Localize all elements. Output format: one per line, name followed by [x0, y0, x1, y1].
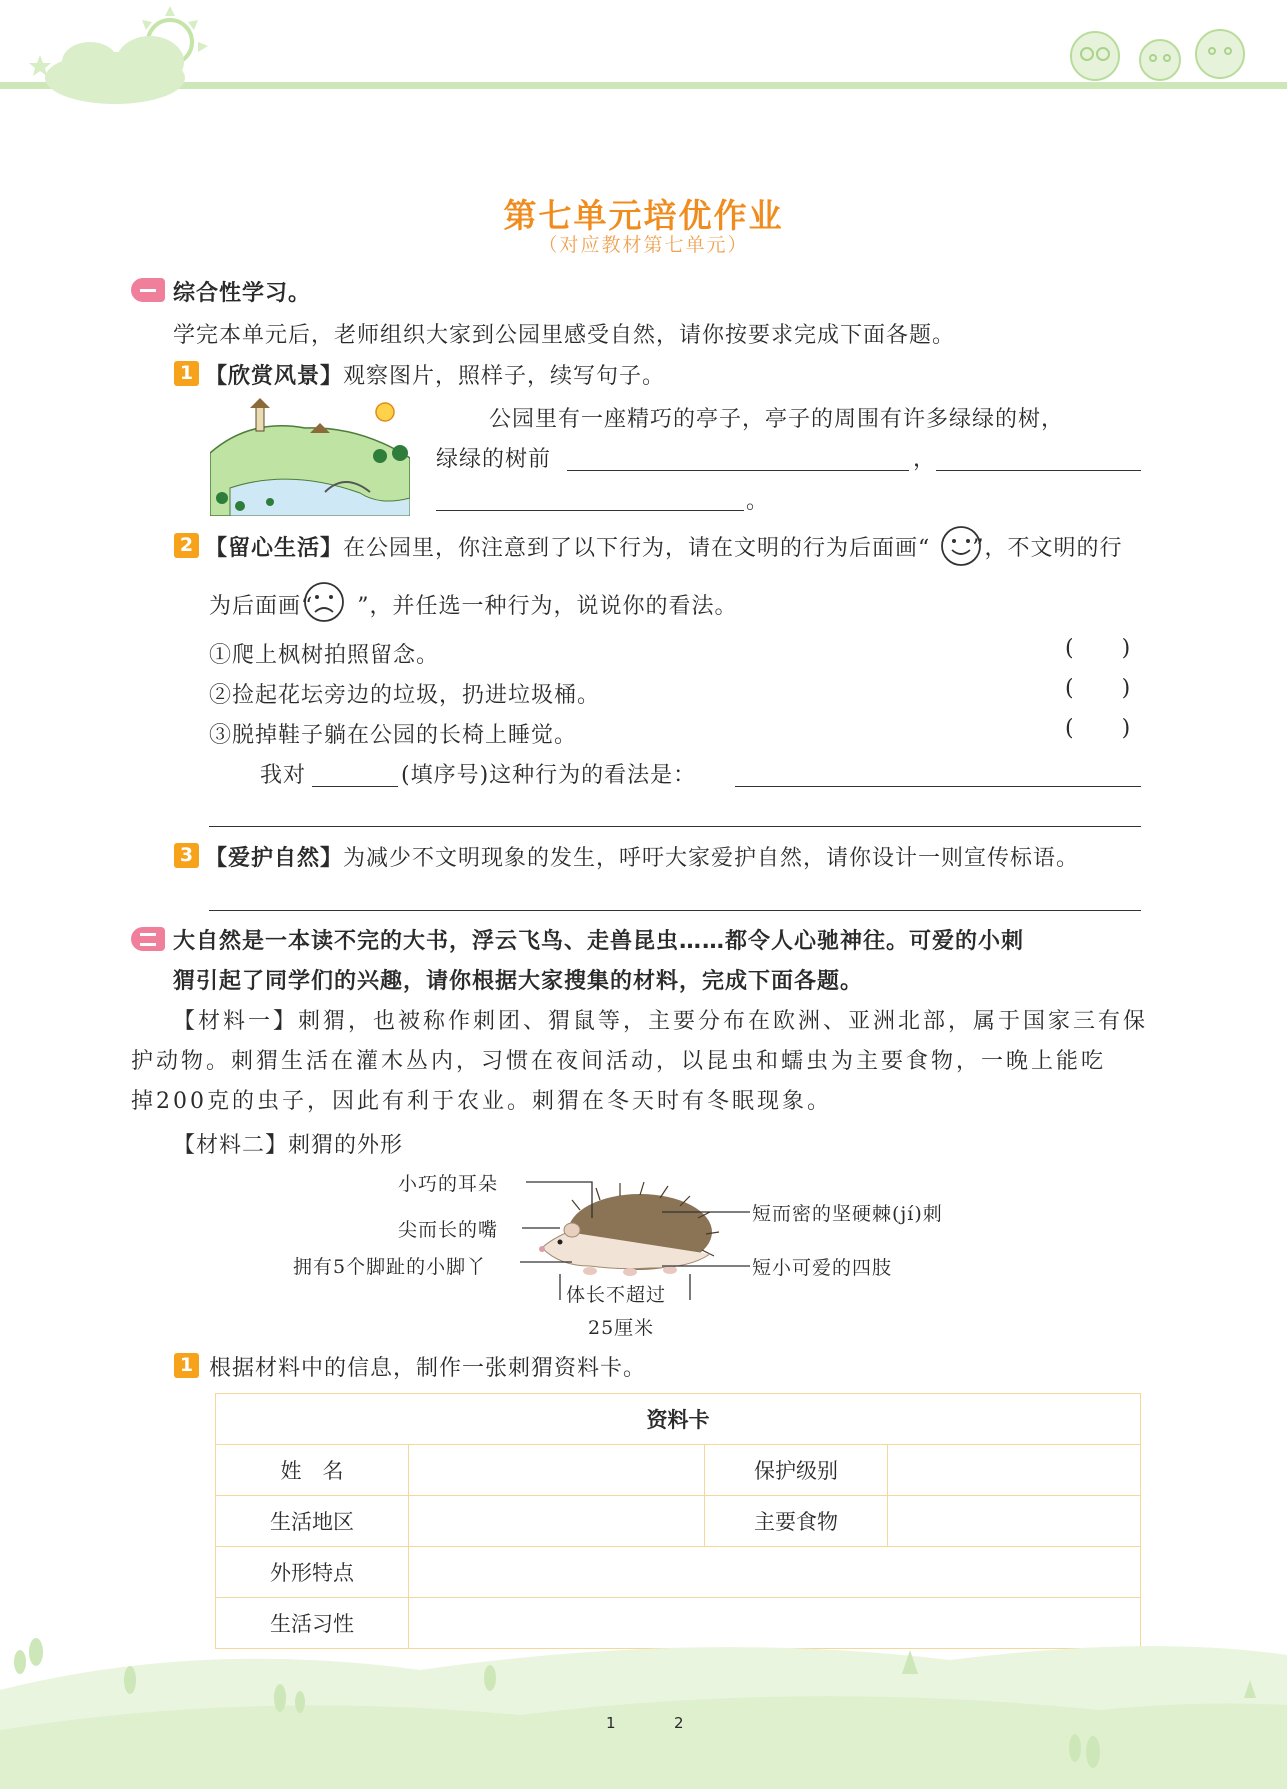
label-mouth: 尖而长的嘴 [398, 1219, 499, 1241]
sad-face-icon [303, 581, 345, 623]
opinion-start: 我对 [260, 763, 307, 788]
answer-paren-3[interactable] [1065, 716, 1130, 741]
q2-prompt-d: ”，并任选一种行为，说说你的看法。 [357, 594, 738, 619]
section1-heading: 综合性学习。 [173, 281, 312, 306]
material1-line-3: 掉200克的虫子，因此有利于农业。刺猬在冬天时有冬眠现象。 [131, 1089, 832, 1114]
card-label-region: 生活地区 [216, 1496, 409, 1547]
q2-prompt-c: 为后面画“ [209, 594, 314, 619]
card-title: 资料卡 [216, 1394, 1141, 1445]
answer-paren-1[interactable] [1065, 636, 1130, 661]
card-field-protection[interactable] [888, 1445, 1141, 1496]
answer-line-q1-a[interactable] [567, 470, 909, 471]
q1-line [205, 359, 665, 390]
material1-line-2: 护动物。刺猬生活在灌木丛内，习惯在夜间活动，以昆虫和蠕虫为主要食物，一晚上能吃 [131, 1049, 1107, 1074]
q1-comma: ， [913, 447, 937, 472]
card-label-name: 姓 名 [216, 1445, 409, 1496]
section2-heading-1: 大自然是一本读不完的大书，浮云飞鸟、走兽昆虫……都令人心驰神往。可爱的小刺 [173, 929, 1025, 954]
answer-line-slogan[interactable] [209, 910, 1141, 911]
q2-prompt-b: ”，不文明的行 [972, 536, 1123, 561]
page-subtitle: （对应教材第七单元） [538, 234, 749, 256]
section2-heading-2: 猬引起了同学们的兴趣，请你根据大家搜集的材料，完成下面各题。 [173, 969, 864, 994]
question-number-2: 2 [174, 533, 199, 558]
answer-paren-2[interactable] [1065, 676, 1130, 701]
label-feet: 拥有5个脚趾的小脚丫 [293, 1256, 487, 1278]
card-field-appearance[interactable] [409, 1547, 1141, 1598]
q1-end: 。 [746, 489, 770, 514]
q2-line1 [205, 531, 1123, 562]
section1-intro: 学完本单元后，老师组织大家到公园里感受自然，请你按要求完成下面各题。 [173, 323, 956, 348]
q2-prompt-a: 在公园里，你注意到了以下行为，请在文明的行为后面画“ [343, 536, 931, 561]
card-field-name[interactable] [409, 1445, 705, 1496]
section-badge-2 [131, 927, 165, 951]
park-illustration [210, 398, 410, 516]
paren-close: ) [1121, 636, 1131, 661]
page-number-right: 2 [674, 1714, 684, 1732]
card-field-region[interactable] [409, 1496, 705, 1547]
section-badge-1 [131, 278, 165, 302]
paren-open: ( [1065, 716, 1074, 741]
answer-line-q1-c[interactable] [436, 510, 744, 511]
paren-close: ) [1121, 716, 1131, 741]
s2-q1-prompt: 根据材料中的信息，制作一张刺猬资料卡。 [209, 1356, 647, 1381]
question-number-3: 3 [174, 843, 199, 868]
q2-tag: 【留心生活】 [205, 536, 344, 561]
material2-heading: 【材料二】刺猬的外形 [173, 1133, 404, 1158]
paren-open: ( [1065, 636, 1074, 661]
smiley-face-icon [940, 525, 982, 567]
sun-cloud-decoration [20, 0, 210, 115]
footer-hills-decoration [0, 1620, 1287, 1789]
question-number-s2-1: 1 [174, 1353, 199, 1378]
paren-open: ( [1065, 676, 1074, 701]
card-label-appearance: 外形特点 [216, 1547, 409, 1598]
label-length-1: 体长不超过 [566, 1284, 667, 1306]
answer-line-opinion-a[interactable] [735, 786, 1141, 787]
card-label-food: 主要食物 [705, 1496, 888, 1547]
answer-line-opinion-b[interactable] [209, 826, 1141, 827]
page-number-left: 1 [606, 1714, 616, 1732]
answer-line-q1-b[interactable] [936, 470, 1141, 471]
q1-example: 公园里有一座精巧的亭子，亭子的周围有许多绿绿的树， [489, 407, 1065, 432]
question-number-1: 1 [174, 361, 199, 386]
info-card-table [215, 1393, 1141, 1649]
q1-line2-start: 绿绿的树前 [436, 447, 552, 472]
opinion-prompt: (填序号)这种行为的看法是： [401, 763, 697, 788]
label-ears: 小巧的耳朵 [398, 1173, 499, 1195]
page-title: 第七单元培优作业 [503, 196, 784, 235]
card-field-food[interactable] [888, 1496, 1141, 1547]
card-label-habits: 生活习性 [216, 1598, 409, 1649]
behavior-item-3: ③脱掉鞋子躺在公园的长椅上睡觉。 [209, 723, 578, 748]
behavior-item-1: ①爬上枫树拍照留念。 [209, 643, 440, 668]
label-limbs: 短小可爱的四肢 [752, 1257, 893, 1279]
label-spines: 短而密的坚硬棘(jí)刺 [752, 1203, 943, 1225]
q1-prompt: 观察图片，照样子，续写句子。 [343, 364, 666, 389]
q3-tag: 【爱护自然】 [205, 846, 344, 871]
animal-faces-decoration [1060, 18, 1260, 88]
q3-line [205, 841, 1079, 872]
card-label-protection: 保护级别 [705, 1445, 888, 1496]
behavior-item-2: ②捡起花坛旁边的垃圾，扔进垃圾桶。 [209, 683, 601, 708]
q1-tag: 【欣赏风景】 [205, 364, 344, 389]
q3-prompt: 为减少不文明现象的发生，呼吁大家爱护自然，请你设计一则宣传标语。 [343, 846, 1080, 871]
answer-line-number[interactable] [312, 786, 398, 787]
paren-close: ) [1121, 676, 1131, 701]
q2-line2 [209, 589, 738, 620]
material1-line-1: 【材料一】刺猬，也被称作刺团、猬鼠等，主要分布在欧洲、亚洲北部，属于国家三有保 [173, 1009, 1149, 1034]
label-length-2: 25厘米 [588, 1317, 655, 1339]
